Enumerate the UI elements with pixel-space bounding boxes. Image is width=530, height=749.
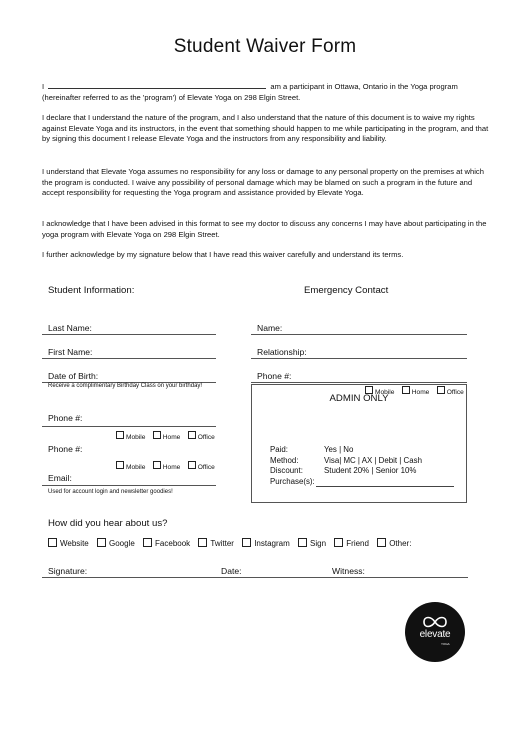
intro-prefix: I <box>42 82 45 91</box>
date-label: Date: <box>221 566 242 576</box>
checkbox-icon <box>116 431 124 439</box>
elevate-yoga-logo <box>405 602 465 662</box>
phone1-office-checkbox[interactable]: Office <box>188 434 215 441</box>
checkbox-icon <box>97 538 106 547</box>
checkbox-icon <box>242 538 251 547</box>
emergency-relationship-field[interactable] <box>251 347 467 359</box>
admin-method-label: Method: <box>270 456 299 465</box>
admin-discount-value: Student 20% | Senior 10% <box>324 466 417 475</box>
phone1-mobile-checkbox[interactable]: Mobile <box>116 434 145 441</box>
checkbox-icon <box>298 538 307 547</box>
first-name-field[interactable] <box>42 347 216 359</box>
checkbox-icon <box>198 538 207 547</box>
paragraph-responsibility: I understand that Elevate Yoga assumes no responsibility for any loss or damage to any personal property on the premises at which the program is conducted. I waive any possibility of personal damage which may be blamed on such a program in the future and accept responsibility for requesting the Yoga program and assistance provided by Elevate Yoga. <box>42 167 484 198</box>
admin-title: ADMIN ONLY <box>329 393 389 404</box>
emergency-phone-label: Phone #: <box>257 371 292 381</box>
checkbox-icon <box>334 538 343 547</box>
participant-name-field[interactable] <box>48 81 266 89</box>
email-note: Used for account login and newsletter goodies! <box>48 489 173 495</box>
intro-suffix: am a participant in Ottawa, Ontario in the Yoga program <box>270 82 458 91</box>
page-title: Student Waiver Form <box>173 36 357 57</box>
email-label: Email: <box>48 473 72 483</box>
hear-other-checkbox[interactable]: Other: <box>377 539 411 548</box>
emergency-relationship-label: Relationship: <box>257 347 307 357</box>
checkbox-icon <box>188 461 196 469</box>
paragraph-declare: I declare that I understand the nature of the program, and I also understand that the nature of this document is to waive my rights against Elevate Yoga and its instructors, in the event that something should happen to me while participating in the program, and that by signing this document I release Elevate Yoga and the instructors from any responsibility and liability. <box>42 113 489 144</box>
checkbox-icon <box>377 538 386 547</box>
phone1-type-options <box>116 431 215 441</box>
logo-sub: YOGA <box>441 642 450 646</box>
phone2-label: Phone #: <box>48 444 83 454</box>
signature-line[interactable] <box>42 577 468 578</box>
emergency-home-checkbox[interactable]: Home <box>402 389 430 396</box>
emergency-name-field[interactable] <box>251 323 467 335</box>
admin-box <box>251 384 467 503</box>
dob-note: Receive a complimentary Birthday Class on your birthday! <box>48 383 203 389</box>
hear-instagram-checkbox[interactable]: Instagram <box>242 539 290 548</box>
email-field[interactable] <box>42 473 216 486</box>
last-name-label: Last Name: <box>48 323 92 333</box>
hear-website-checkbox[interactable]: Website <box>48 539 89 548</box>
emergency-office-checkbox[interactable]: Office <box>437 389 464 396</box>
emergency-contact-header: Emergency Contact <box>304 285 389 296</box>
student-info-header: Student Information: <box>48 285 135 296</box>
emergency-mobile-checkbox[interactable]: Mobile <box>365 389 394 396</box>
hear-friend-checkbox[interactable]: Friend <box>334 539 369 548</box>
witness-label: Witness: <box>332 566 365 576</box>
phone1-label: Phone #: <box>48 413 83 423</box>
emergency-name-label: Name: <box>257 323 283 333</box>
logo-wordmark: elevate <box>419 629 451 640</box>
paragraph-signature-ack: I further acknowledge by my signature below that I have read this waiver carefully and understand its terms. <box>42 250 404 259</box>
checkbox-icon <box>153 431 161 439</box>
intro-line2: (hereinafter referred to as the 'program') of Elevate Yoga on 298 Elgin Street. <box>42 92 301 102</box>
intro-line <box>42 81 490 103</box>
phone2-mobile-checkbox[interactable]: Mobile <box>116 464 145 471</box>
phone1-field[interactable] <box>42 413 216 427</box>
hear-sign-checkbox[interactable]: Sign <box>298 539 326 548</box>
checkbox-icon <box>143 538 152 547</box>
checkbox-icon <box>153 461 161 469</box>
first-name-label: First Name: <box>48 347 93 357</box>
admin-purchase-field[interactable] <box>316 486 454 487</box>
phone2-home-checkbox[interactable]: Home <box>153 464 181 471</box>
hear-options <box>48 538 417 548</box>
dob-field[interactable] <box>42 371 216 383</box>
checkbox-icon <box>116 461 124 469</box>
checkbox-icon <box>48 538 57 547</box>
paragraph-acknowledge: I acknowledge that I have been advised in this format to see my doctor to discuss any concerns I may have about participating in the yoga program with Elevate Yoga on 298 Elgin Street. <box>42 219 487 239</box>
emergency-phone-field[interactable] <box>251 371 467 383</box>
phone2-type-options <box>116 461 215 471</box>
admin-paid-value: Yes | No <box>324 445 354 454</box>
signature-label: Signature: <box>48 566 88 576</box>
admin-paid-label: Paid: <box>270 445 288 454</box>
phone2-office-checkbox[interactable]: Office <box>188 464 215 471</box>
hear-question: How did you hear about us? <box>48 518 168 529</box>
phone1-home-checkbox[interactable]: Home <box>153 434 181 441</box>
hear-facebook-checkbox[interactable]: Facebook <box>143 539 190 548</box>
dob-label: Date of Birth: <box>48 371 99 381</box>
admin-purchase-label: Purchase(s): <box>270 477 315 486</box>
last-name-field[interactable] <box>42 323 216 335</box>
admin-discount-label: Discount: <box>270 466 303 475</box>
hear-twitter-checkbox[interactable]: Twitter <box>198 539 234 548</box>
hear-google-checkbox[interactable]: Google <box>97 539 135 548</box>
admin-method-value: Visa| MC | AX | Debit | Cash <box>324 456 422 465</box>
checkbox-icon <box>188 431 196 439</box>
